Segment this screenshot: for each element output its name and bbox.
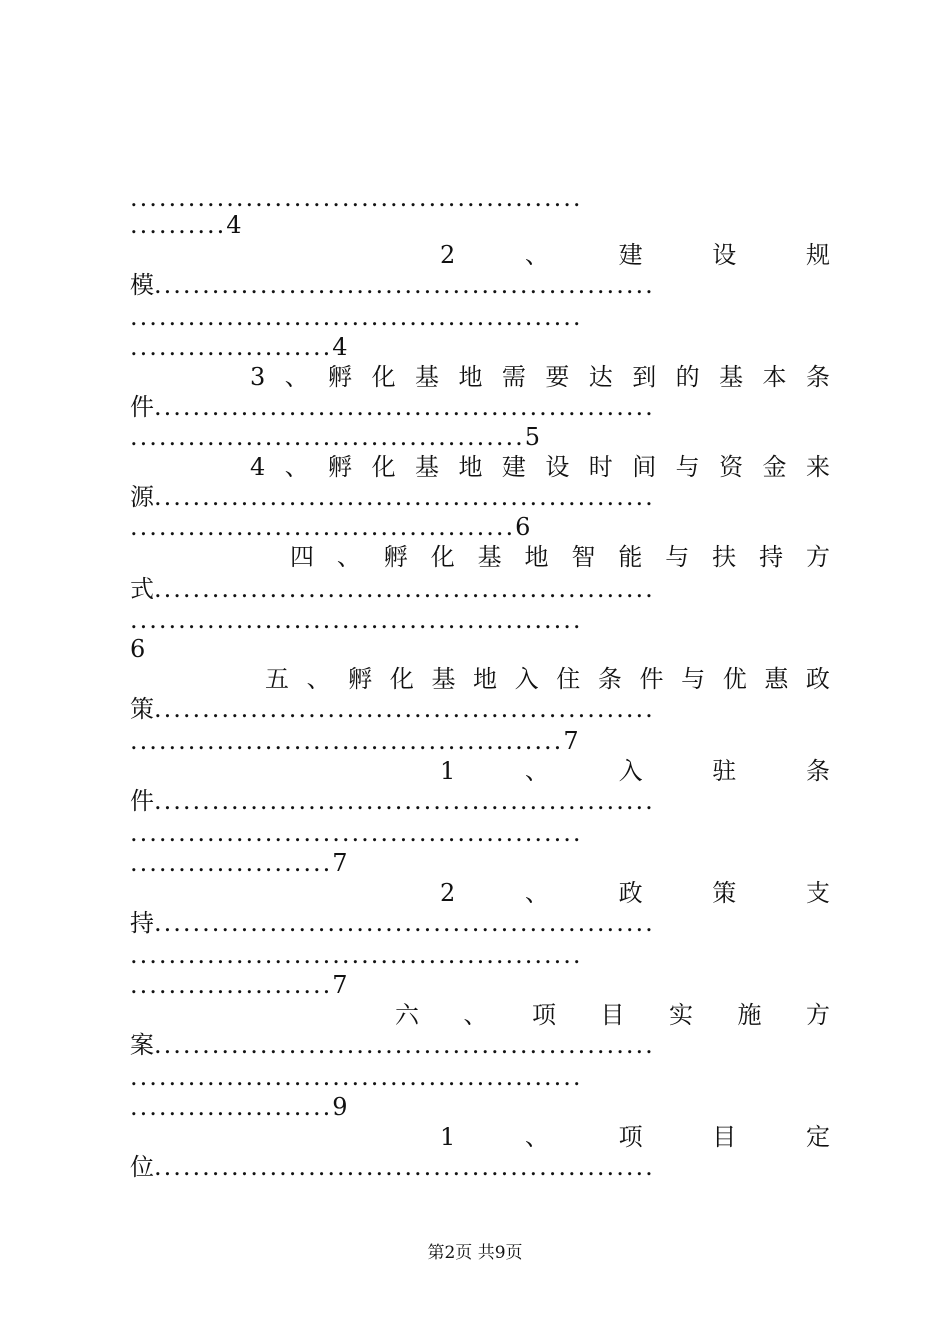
- toc-page-number: 7: [332, 849, 348, 877]
- toc-leader-line: ...............................................: [130, 303, 583, 331]
- toc-entry-leader-line: 持....................................................: [130, 909, 655, 937]
- toc-entry-leader-line: 案....................................................: [130, 1031, 655, 1059]
- toc-page-number: 4: [226, 211, 242, 239]
- page-footer: 第2页 共9页: [427, 1243, 523, 1263]
- toc-page-number: 6: [130, 635, 146, 663]
- toc-entry-leader-line: 位....................................................: [130, 1153, 655, 1181]
- toc-entry-page-line: .....................7: [130, 971, 348, 999]
- toc-page-number: 7: [332, 971, 348, 999]
- toc-entry-page-line: .....................9: [130, 1093, 348, 1121]
- toc-entry-title[interactable]: 六 、 项 目 实 施 方: [395, 1001, 830, 1029]
- toc-entry-title[interactable]: 四 、 孵 化 基 地 智 能 与 扶 持 方: [290, 543, 830, 571]
- toc-entry-page-line: .........................................5: [130, 423, 541, 451]
- toc-entry-page-line: [130, 634, 830, 664]
- toc-page-number: 6: [515, 513, 531, 541]
- toc-entry-page-line: .....................7: [130, 849, 348, 877]
- toc-leader-line: ...............................................: [130, 606, 583, 634]
- toc-entry-leader-line: 源....................................................: [130, 483, 655, 511]
- toc-entry-page-line: [130, 210, 830, 240]
- toc-page-number: 7: [563, 727, 579, 755]
- toc-entry-page-line: .....................4: [130, 333, 348, 361]
- toc-entry-page-line: ........................................6: [130, 513, 531, 541]
- toc-entry-title[interactable]: 2 、 政 策 支: [440, 879, 830, 907]
- toc-entry-title[interactable]: 4 、 孵 化 基 地 建 设 时 间 与 资 金 来: [250, 453, 830, 481]
- toc-entry-leader-line: 件....................................................: [130, 393, 655, 421]
- toc-leader-line: ...............................................: [130, 819, 583, 847]
- toc-entry-title[interactable]: 2 、 建 设 规: [440, 241, 830, 269]
- toc-entry-leader-line: 件....................................................: [130, 787, 655, 815]
- toc-entry-title[interactable]: 1 、 项 目 定: [440, 1123, 830, 1151]
- toc-page-number: 9: [332, 1093, 348, 1121]
- toc-leader-line: ...............................................: [130, 941, 583, 969]
- toc-entry-title[interactable]: 3 、 孵 化 基 地 需 要 达 到 的 基 本 条: [250, 363, 830, 391]
- toc-leader: ..........: [130, 211, 227, 239]
- toc-page-number: 4: [332, 333, 348, 361]
- toc-entry-leader-line: 策....................................................: [130, 695, 655, 723]
- toc-entry-leader-line: 模....................................................: [130, 271, 655, 299]
- toc-leader-line: ...............................................: [130, 1063, 583, 1091]
- toc-entry-title[interactable]: 1 、 入 驻 条: [440, 757, 830, 785]
- toc-leader-line: ...............................................: [130, 184, 583, 212]
- toc-entry-title[interactable]: 五 、 孵 化 基 地 入 住 条 件 与 优 惠 政: [265, 665, 830, 693]
- toc-entry-page-line: .............................................7: [130, 727, 579, 755]
- toc-entry-leader-line: 式....................................................: [130, 575, 655, 603]
- toc-page-number: 5: [524, 423, 541, 451]
